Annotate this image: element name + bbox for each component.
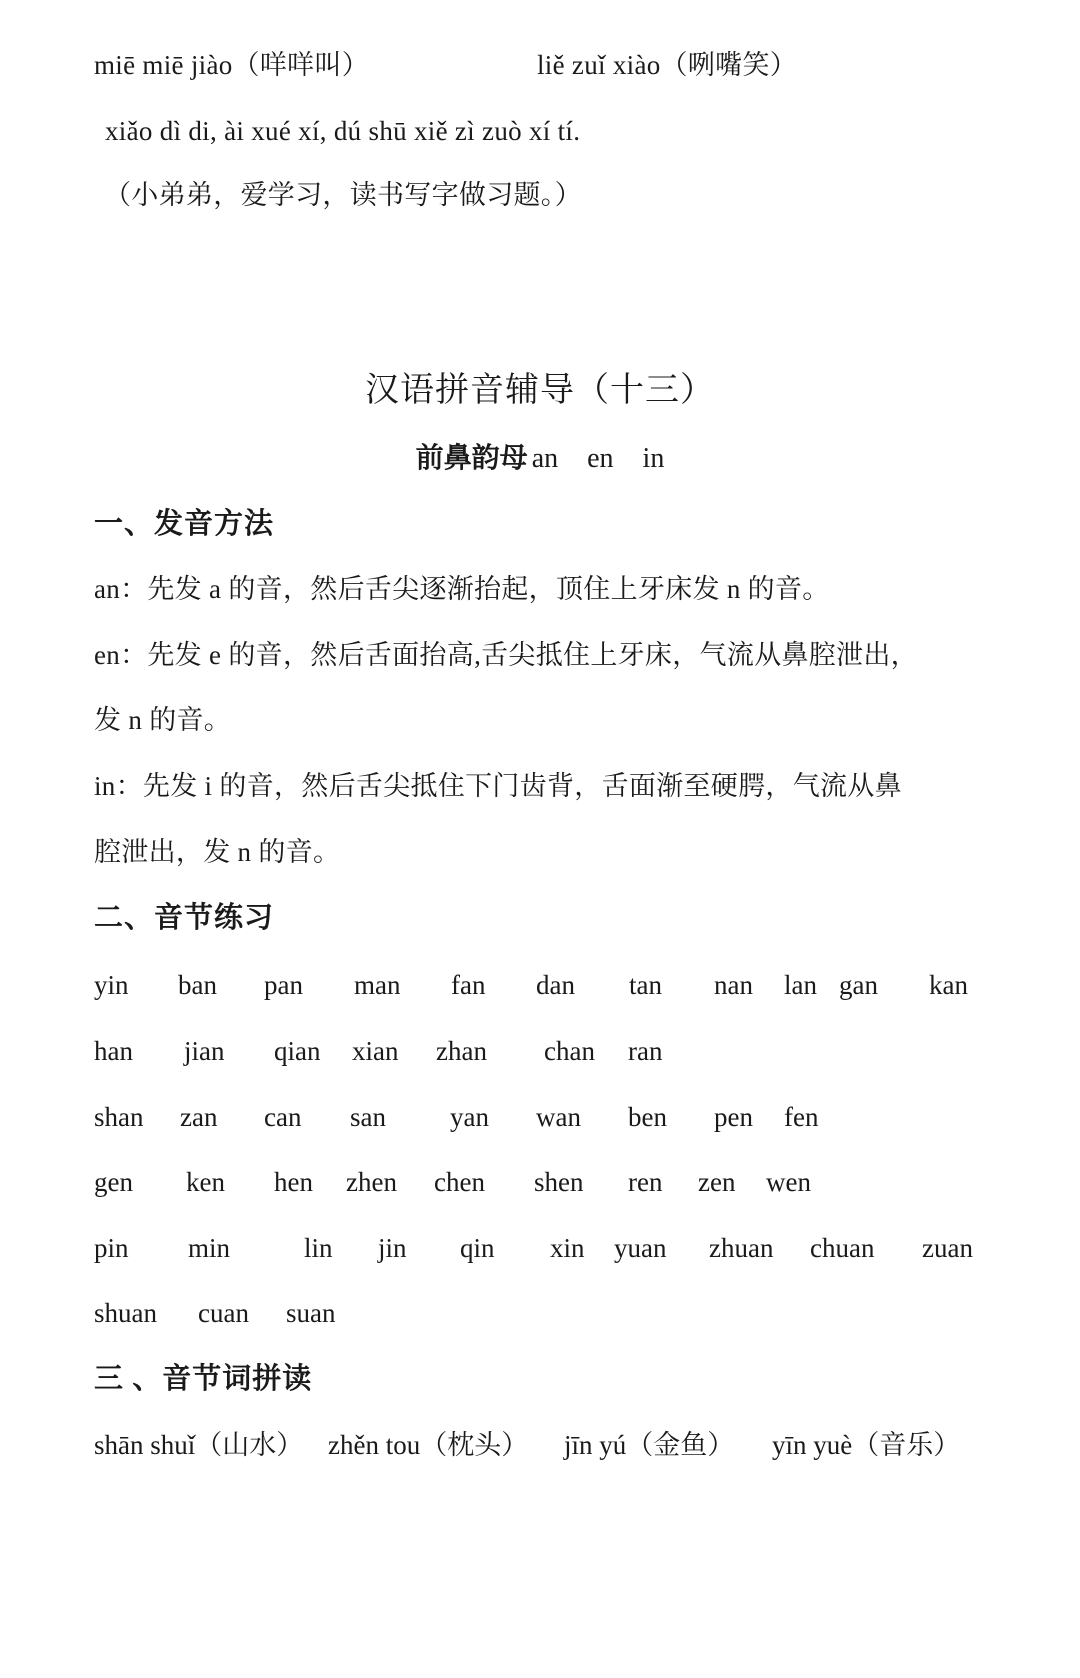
- syllable: chen: [434, 1167, 485, 1197]
- pronunciation-in-line2: 腔泄出，发 n 的音。: [94, 837, 341, 867]
- syllable: wan: [536, 1102, 581, 1132]
- syllable: ren: [628, 1167, 663, 1197]
- word-jinyu: [564, 1428, 734, 1462]
- syllable: kan: [929, 970, 968, 1000]
- syllable: dan: [536, 970, 575, 1000]
- syllable: pin: [94, 1233, 129, 1263]
- syllable: ran: [628, 1036, 663, 1066]
- word-pinyin: shān shuǐ: [94, 1430, 196, 1460]
- section3-heading: 三 、音节词拼读: [94, 1363, 313, 1395]
- syllable: pen: [714, 1102, 753, 1132]
- syllable: jian: [184, 1036, 225, 1066]
- word-hanzi: （金鱼）: [626, 1430, 735, 1460]
- syllable: ban: [178, 970, 217, 1000]
- syllable: qin: [460, 1233, 495, 1263]
- syllable: yuan: [614, 1233, 667, 1263]
- section2-heading: 二、音节练习: [94, 902, 275, 934]
- word-hanzi: （音乐）: [852, 1430, 961, 1460]
- syllable: can: [264, 1102, 302, 1132]
- word-yinyue: [772, 1428, 960, 1462]
- pronunciation-en-line1: en：先发 e 的音，然后舌面抬高,舌尖抵住上牙床，气流从鼻腔泄出，: [94, 640, 918, 670]
- section1-heading: 一、发音方法: [94, 508, 275, 540]
- syllable: yan: [450, 1102, 489, 1132]
- lesson-title: 汉语拼音辅导（十三）: [365, 372, 715, 409]
- word-zhentou: [328, 1428, 528, 1462]
- syllable: gan: [839, 970, 878, 1000]
- syllable: zen: [698, 1167, 736, 1197]
- sentence-pinyin-text: xiǎo dì di, ài xué xí, dú shū xiě zì zuò xí tí.: [105, 116, 581, 146]
- syllable: fen: [784, 1102, 819, 1132]
- word-hanzi: （山水）: [195, 1430, 304, 1460]
- word-reading-row: [94, 1428, 994, 1462]
- syllable: hen: [274, 1167, 313, 1197]
- syllable: san: [350, 1102, 386, 1132]
- syllable: lin: [304, 1233, 333, 1263]
- syllable: ken: [186, 1167, 225, 1197]
- syllable: zhuan: [709, 1233, 774, 1263]
- word-pinyin: zhěn tou: [328, 1430, 421, 1460]
- lesson-subtitle: [0, 442, 1080, 476]
- syllable: zan: [180, 1102, 218, 1132]
- syllable: gen: [94, 1167, 133, 1197]
- word-hanzi: （枕头）: [420, 1430, 529, 1460]
- word-pinyin: yīn yuè: [772, 1430, 853, 1460]
- syllable: zuan: [922, 1233, 973, 1263]
- syllable: wen: [766, 1167, 811, 1197]
- subtitle-finals: an en in: [531, 443, 665, 474]
- syllable: ben: [628, 1102, 667, 1132]
- syllable: shuan: [94, 1298, 157, 1328]
- syllable: chuan: [810, 1233, 875, 1263]
- syllable: pan: [264, 970, 303, 1000]
- word-pinyin: jīn yú: [564, 1430, 627, 1460]
- syllable: qian: [274, 1036, 321, 1066]
- sentence-hanzi: （小弟弟，爱学习，读书写字做习题。）: [104, 180, 582, 210]
- subtitle-chinese: 前鼻韵母: [415, 443, 528, 474]
- syllable: yin: [94, 970, 129, 1000]
- syllable: man: [354, 970, 401, 1000]
- syllable: shen: [534, 1167, 584, 1197]
- syllable: nan: [714, 970, 753, 1000]
- syllable: shan: [94, 1102, 144, 1132]
- syllable: zhan: [436, 1036, 487, 1066]
- syllable: chan: [544, 1036, 595, 1066]
- pronunciation-en-line2: 发 n 的音。: [94, 705, 232, 735]
- sentence-pinyin: [105, 114, 580, 148]
- phrase-mie-mie-jiao: miē miē jiào（咩咩叫）: [94, 50, 370, 80]
- syllable: lan: [784, 970, 817, 1000]
- syllable: xin: [550, 1233, 585, 1263]
- pronunciation-in-line1: in：先发 i 的音，然后舌尖抵住下门齿背，舌面渐至硬腭，气流从鼻: [94, 771, 902, 801]
- syllable: han: [94, 1036, 133, 1066]
- syllable: cuan: [198, 1298, 249, 1328]
- word-shanshui: [94, 1428, 303, 1462]
- syllable: suan: [286, 1298, 336, 1328]
- syllable: min: [188, 1233, 231, 1263]
- syllable: zhen: [346, 1167, 397, 1197]
- syllable: xian: [352, 1036, 399, 1066]
- syllable: tan: [629, 970, 662, 1000]
- syllable: jin: [378, 1233, 407, 1263]
- phrase-lie-zui-xiao: liě zuǐ xiào（咧嘴笑）: [537, 50, 798, 80]
- pronunciation-an: an：先发 a 的音，然后舌尖逐渐抬起，顶住上牙床发 n 的音。: [94, 574, 830, 604]
- syllable: fan: [451, 970, 486, 1000]
